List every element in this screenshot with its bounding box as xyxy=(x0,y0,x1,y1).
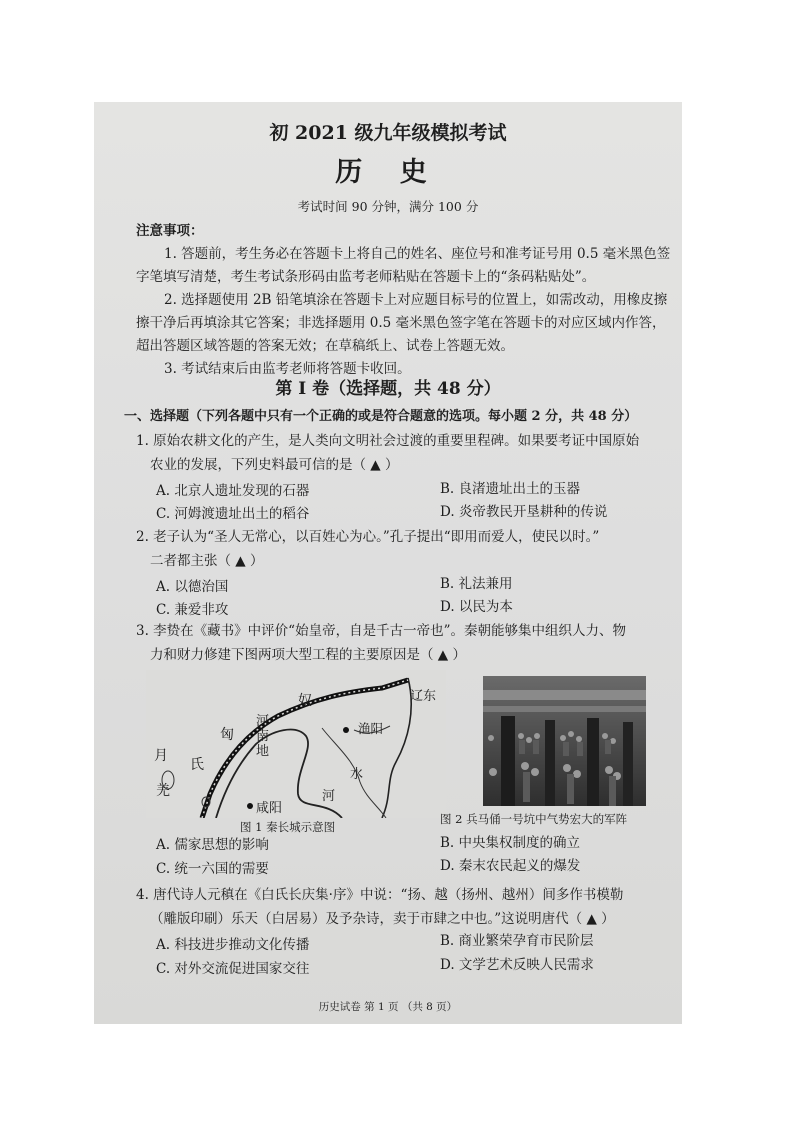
map-label-nu: 奴 xyxy=(298,693,312,709)
section-heading: 一、选择题（下列各题中只有一个正确的或是符合题意的选项。每小题 2 分，共 48 分） xyxy=(124,409,638,424)
q2-stem-line-1: 2. 老子认为“圣人无常心，以百姓心为心。”孔子提出“即用而爱人，使民以时。” xyxy=(136,529,600,545)
map-label-henandi: 河南地 xyxy=(256,714,270,759)
q1-option-c: C. 河姆渡遗址出土的稻谷 xyxy=(156,506,310,522)
fig1-caption: 图 1 秦长城示意图 xyxy=(240,820,336,834)
q1-stem-line-1: 1. 原始农耕文化的产生，是人类向文明社会过渡的重要里程碑。如果要考证中国原始 xyxy=(136,433,640,449)
exam-page xyxy=(94,102,682,1024)
q4-option-a: A. 科技进步推动文化传播 xyxy=(156,937,310,953)
q1-option-d: D. 炎帝教民开垦耕种的传说 xyxy=(440,504,608,520)
notes-heading: 注意事项： xyxy=(136,223,204,239)
q2-option-d: D. 以民为本 xyxy=(440,599,513,615)
q3-option-d: D. 秦末农民起义的爆发 xyxy=(440,858,581,874)
q1-stem-line-2: 农业的发展，下列史料最可信的是（ ▲ ） xyxy=(150,457,399,473)
q2-option-b: B. 礼法兼用 xyxy=(440,576,513,592)
note-3: 3. 考试结束后由监考老师将答题卡收回。 xyxy=(164,361,411,377)
great-wall-map xyxy=(146,670,446,818)
q4-option-b: B. 商业繁荣孕育市民阶层 xyxy=(440,933,594,949)
map-label-qiang: 羌 xyxy=(156,783,170,799)
q2-option-c: C. 兼爱非攻 xyxy=(156,602,229,618)
q3-stem-line-1: 3. 李贽在《藏书》中评价“始皇帝，自是千古一帝也”。秦朝能够集中组织人力、物 xyxy=(136,623,626,639)
map-label-he: 河 xyxy=(322,789,336,804)
q4-stem-line-2: （雕版印刷）乐天（白居易）及予杂诗，卖于市肆之中也。”这说明唐代（ ▲ ） xyxy=(150,911,615,927)
q1-option-b: B. 良渚遗址出土的玉器 xyxy=(440,481,581,497)
terracotta-army-photo xyxy=(483,676,646,806)
note-2-line-2: 擦干净后再填涂其它答案；非选择题用 0.5 毫米黑色签字笔在答题卡的对应区域内作答， xyxy=(136,315,666,331)
map-label-shui: 水 xyxy=(350,767,364,782)
q2-stem-line-2: 二者都主张（ ▲ ） xyxy=(150,553,264,569)
note-2-line-1: 2. 选择题使用 2B 铅笔填涂在答题卡上对应题目标号的位置上，如需改动，用橡皮擦 xyxy=(164,292,668,308)
q3-option-c: C. 统一六国的需要 xyxy=(156,861,269,877)
note-1-line-1: 1. 答题前，考生务必在答题卡上将自己的姓名、座位号和准考证号用 0.5 毫米黑色签 xyxy=(164,246,671,262)
map-label-yue: 月 xyxy=(154,748,168,764)
part-1-heading: 第 I 卷（选择题，共 48 分） xyxy=(275,379,501,399)
note-2-line-3: 超出答题区域答题的答案无效；在草稿纸上、试卷上答题无效。 xyxy=(136,338,514,354)
map-label-yuyang: 渔阳 xyxy=(358,721,384,736)
map-label-xianyang: 咸阳 xyxy=(256,801,283,816)
subject-title: 历 史 xyxy=(335,157,441,188)
exam-title: 初 2021 级九年级模拟考试 xyxy=(269,122,507,144)
q4-option-d: D. 文学艺术反映人民需求 xyxy=(440,957,594,973)
q3-option-b: B. 中央集权制度的确立 xyxy=(440,835,581,851)
page-footer: 历史试卷 第 1 页 （共 8 页） xyxy=(318,1001,458,1013)
q3-stem-line-2: 力和财力修建下图两项大型工程的主要原因是（ ▲ ） xyxy=(150,647,466,663)
map-label-shi: 氏 xyxy=(190,757,204,773)
q3-option-a: A. 儒家思想的影响 xyxy=(156,837,269,853)
q4-option-c: C. 对外交流促进国家交往 xyxy=(156,961,310,977)
note-1-line-2: 字笔填写清楚，考生考试条形码由监考老师粘贴在答题卡上的“条码粘贴处”。 xyxy=(136,269,596,285)
q1-option-a: A. 北京人遗址发现的石器 xyxy=(156,483,310,499)
fig2-caption: 图 2 兵马俑一号坑中气势宏大的军阵 xyxy=(440,812,628,826)
map-label-xiong: 匈 xyxy=(220,727,234,743)
q4-stem-line-1: 4. 唐代诗人元稹在《白氏长庆集·序》中说：“扬、越（扬州、越州）间多作书模勒 xyxy=(136,887,624,903)
q2-option-a: A. 以德治国 xyxy=(156,579,229,595)
time-info: 考试时间 90 分钟，满分 100 分 xyxy=(297,199,479,214)
map-label-liaodong: 辽东 xyxy=(410,689,437,704)
